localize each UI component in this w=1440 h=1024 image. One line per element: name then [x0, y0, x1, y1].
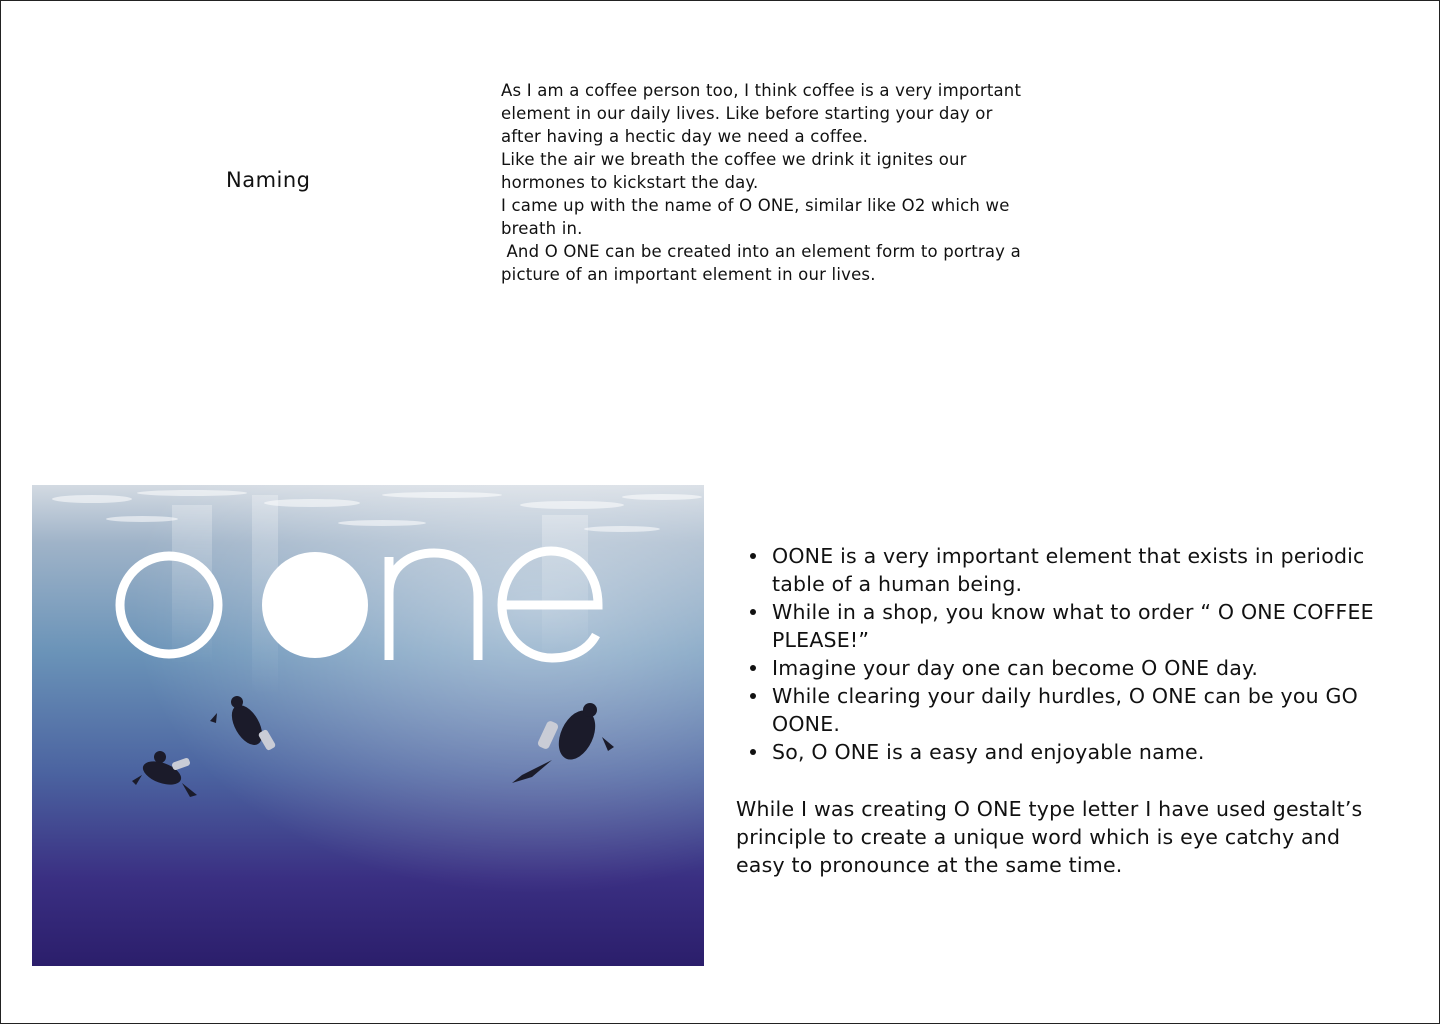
intro-line: hormones to kickstart the day. — [501, 173, 759, 192]
bullet-item — [772, 682, 1440, 738]
intro-line: element in our daily lives. Like before starting your day or — [501, 104, 993, 123]
intro-line: Like the air we breath the coffee we drink it ignites our — [501, 150, 967, 169]
bullet-dot-icon — [750, 553, 756, 559]
bullet-line: So, O ONE is a easy and enjoyable name. — [772, 740, 1205, 764]
light-glow — [32, 485, 704, 966]
bullet-dot-icon — [750, 693, 756, 699]
bullet-list — [740, 542, 1440, 766]
intro-line: picture of an important element in our lives. — [501, 265, 876, 284]
bullet-dot-icon — [750, 749, 756, 755]
section-label: Naming — [226, 168, 311, 192]
intro-line: As I am a coffee person too, I think coffee is a very important — [501, 81, 1022, 100]
bullet-line: PLEASE!” — [772, 628, 870, 652]
bullet-dot-icon — [750, 665, 756, 671]
hero-underwater-image — [32, 485, 704, 966]
bullet-dot-icon — [750, 609, 756, 615]
closing-line: easy to pronounce at the same time. — [736, 853, 1123, 877]
bullet-line: OONE is a very important element that exists in periodic — [772, 544, 1365, 568]
closing-line: While I was creating O ONE type letter I have used gestalt’s — [736, 797, 1363, 821]
bullet-line: While in a shop, you know what to order “ O ONE COFFEE — [772, 600, 1374, 624]
closing-paragraph — [736, 795, 1416, 879]
bullet-line: While clearing your daily hurdles, O ONE can be you GO — [772, 684, 1358, 708]
bullet-item — [772, 738, 1440, 766]
bullet-line: Imagine your day one can become O ONE day. — [772, 656, 1259, 680]
intro-line: I came up with the name of O ONE, similar like O2 which we — [501, 196, 1010, 215]
intro-line: breath in. — [501, 219, 583, 238]
intro-line: And O ONE can be created into an element form to portray a — [501, 242, 1021, 261]
intro-line: after having a hectic day we need a coffee. — [501, 127, 869, 146]
bullet-item — [772, 542, 1440, 598]
closing-line: principle to create a unique word which is eye catchy and — [736, 825, 1341, 849]
bullet-line: table of a human being. — [772, 572, 1023, 596]
bullet-item — [772, 654, 1440, 682]
intro-paragraph — [501, 79, 1081, 286]
bullet-item — [772, 598, 1440, 654]
bullet-line: OONE. — [772, 712, 841, 736]
